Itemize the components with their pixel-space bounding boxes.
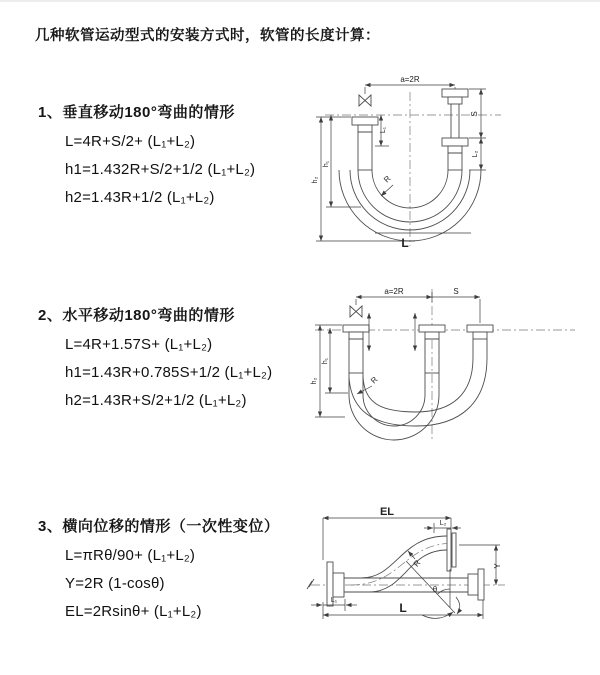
- section-3-heading: 3、横向位移的情形（一次性变位）: [38, 518, 280, 535]
- dim-label-h2: h₂: [312, 176, 319, 184]
- dim-label-l2: L₂: [439, 520, 447, 527]
- diagram-horizontal-180-bend: [303, 283, 588, 448]
- valve-icon: [359, 95, 371, 106]
- section-2-heading: 2、水平移动180°弯曲的情形: [38, 307, 235, 324]
- dimension-s: [469, 89, 486, 138]
- dim-label-a2r: a=2R: [400, 75, 420, 84]
- radius-callout: [357, 375, 380, 394]
- left-hose-fitting: [352, 117, 378, 170]
- dimension-h1: [322, 328, 348, 393]
- section-3-formulas: [38, 542, 279, 626]
- dim-label-s: S: [470, 111, 479, 117]
- formula-line: h2=1.43R+1/2 (L₁+L₂): [65, 189, 215, 206]
- angle-theta: [406, 561, 460, 618]
- dim-label-s: S: [453, 287, 459, 296]
- scan-artifact-line: [0, 0, 600, 2]
- u-bend-position-2: [349, 358, 487, 426]
- dim-label-y: Y: [493, 563, 502, 569]
- formula-line: h1=1.432R+S/2+1/2 (L₁+L₂): [65, 161, 256, 178]
- angle-label: θ: [432, 585, 438, 594]
- dimension-h2: [312, 117, 415, 241]
- radius-label: R: [382, 174, 393, 185]
- diagram-vertical-180-bend: [303, 72, 553, 262]
- formula-line: h1=1.43R+0.785S+1/2 (L₁+L₂): [65, 364, 273, 381]
- u-bend-position-1: [349, 373, 439, 440]
- section-horizontal-move: [38, 304, 272, 415]
- dimension-l2: [424, 520, 461, 533]
- diagram-lateral-displacement: [303, 502, 583, 642]
- fitting-length-leaders: [369, 313, 415, 351]
- formula-line: h2=1.43R+S/2+1/2 (L₁+L₂): [65, 392, 247, 409]
- dimension-l2: [469, 138, 486, 170]
- centerlines: [315, 289, 575, 441]
- section-1-formulas: [38, 128, 255, 212]
- radius-label: R: [369, 375, 380, 386]
- right-hose-fitting: [442, 89, 468, 170]
- s-curve-hose: [361, 536, 447, 592]
- dimension-el: [323, 506, 451, 560]
- dim-label-h1: h₁: [323, 160, 330, 168]
- dimension-a2r-and-s: [356, 287, 480, 323]
- dim-label-h1: h₁: [322, 357, 329, 365]
- section-1-heading: 1、垂直移动180°弯曲的情形: [38, 104, 235, 121]
- dimension-h1: [323, 115, 361, 207]
- dim-label-a2r: a=2R: [384, 287, 404, 296]
- dimension-h2: [311, 325, 345, 417]
- length-label: L: [401, 236, 409, 250]
- upper-flange: [447, 529, 456, 571]
- dim-label-l1: L₁: [380, 126, 387, 134]
- radius-callout: [381, 174, 393, 196]
- length-callout: [375, 233, 471, 250]
- right-hose-fitting: [467, 325, 493, 358]
- dim-label-h2: h₂: [311, 377, 318, 385]
- valve-icon: [350, 306, 362, 317]
- section-2-formulas: [38, 331, 272, 415]
- formula-line: EL=2Rsinθ+ (L₁+L₂): [65, 603, 202, 620]
- page-title: 几种软管运动型式的安装方式时，软管的长度计算：: [35, 28, 380, 44]
- length-label: L: [399, 601, 407, 615]
- formula-line: L=4R+1.57S+ (L₁+L₂): [65, 336, 213, 353]
- dim-label-el: EL: [379, 506, 395, 518]
- dim-label-l1: L₁: [330, 597, 338, 604]
- straight-pipe: [327, 562, 484, 606]
- formula-line: L=4R+S/2+ (L₁+L₂): [65, 133, 196, 150]
- formula-line: Y=2R (1-cosθ): [65, 575, 165, 592]
- dimension-l1: [311, 597, 357, 611]
- section-lateral-displacement: [38, 515, 279, 626]
- dim-label-l2: L₂: [472, 150, 479, 158]
- dimension-a2r: [365, 75, 455, 94]
- left-hose-fitting: [343, 325, 369, 373]
- section-vertical-move: [38, 101, 255, 212]
- formula-line: L=πRθ/90+ (L₁+L₂): [65, 547, 196, 564]
- radius-label: R: [411, 558, 423, 569]
